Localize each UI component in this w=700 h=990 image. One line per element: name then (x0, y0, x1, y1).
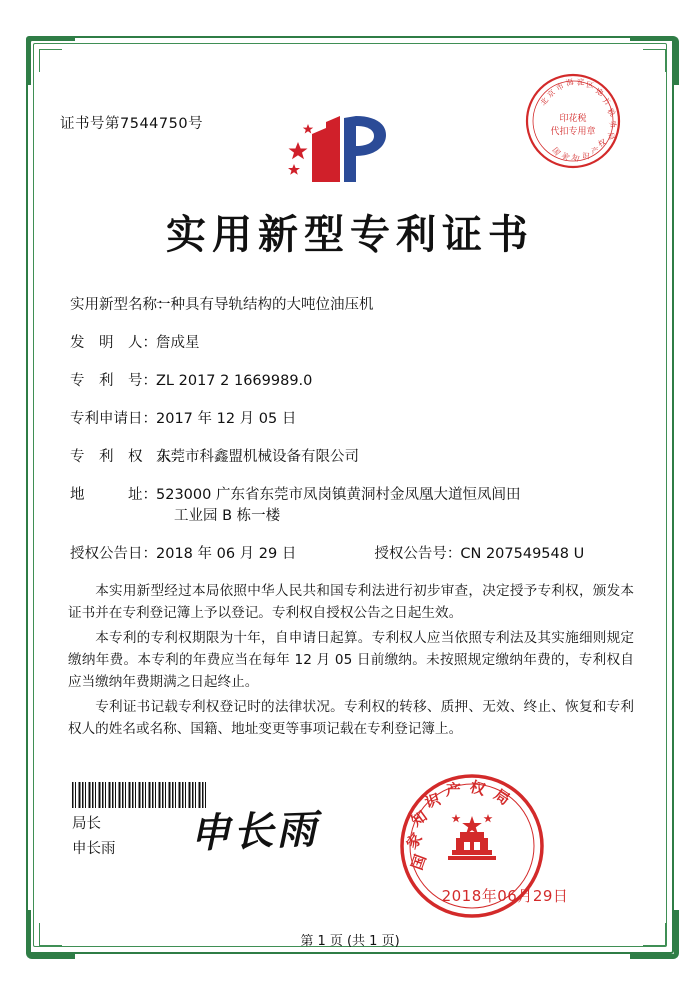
svg-text:地: 地 (594, 86, 605, 98)
signature-block (72, 812, 116, 863)
seal-date: 2018年06月29日 (441, 887, 569, 905)
svg-text:北: 北 (538, 95, 551, 108)
grant-number-value: CN 207549548 U (460, 546, 585, 563)
field-label: 发 明 人： (70, 335, 157, 352)
page-title: 实用新型专利证书 (166, 212, 534, 258)
svg-text:代扣专用章: 代扣专用章 (550, 127, 596, 137)
field-label: 地 址： (70, 487, 157, 504)
field-value: 523000 广东省东莞市凤岗镇黄洞村金凤凰大道恒凤闾田 (156, 487, 521, 504)
field-value: 詹成星 (156, 335, 200, 352)
field-value: 东莞市科鑫盟机械设备有限公司 (156, 449, 359, 466)
grant-date-label: 授权公告日： (70, 546, 157, 563)
svg-text:务: 务 (607, 118, 619, 130)
svg-text:局: 局 (490, 785, 514, 809)
field-value: 2017 年 12 月 05 日 (156, 411, 297, 428)
certificate-number: 证书号第7544750号 (60, 116, 204, 132)
svg-text:国: 国 (550, 145, 563, 158)
svg-text:方: 方 (600, 95, 613, 108)
legal-text-block (68, 580, 634, 743)
field-label: 专 利 权 人： (70, 449, 186, 466)
svg-text:家: 家 (559, 150, 572, 163)
svg-text:印花税: 印花税 (559, 114, 587, 124)
svg-text:权: 权 (467, 777, 488, 799)
field-row-address (70, 485, 630, 527)
field-row-grant-announcement (70, 544, 630, 565)
field-row-patentee (70, 447, 630, 468)
field-value: ZL 2017 2 1669989.0 (156, 373, 313, 390)
field-label: 专利申请日： (70, 411, 157, 428)
field-value-line2: 工业园 B 栋一楼 (174, 508, 281, 525)
svg-text:识: 识 (422, 790, 443, 812)
field-label: 实用新型名称： (70, 297, 172, 313)
barcode (72, 782, 208, 808)
field-row-utility-model-name (70, 295, 630, 316)
field-label: 专 利 号： (70, 373, 157, 390)
page-footer: 第 1 页 (共 1 页) (300, 934, 400, 949)
handwritten-signature: 申长雨 (189, 805, 320, 858)
field-row-patent-number (70, 371, 630, 392)
field-row-application-date (70, 409, 630, 430)
paragraph-1: 本实用新型经过本局依照中华人民共和国专利法进行初步审查，决定授予专利权，颁发本证书并在专利登记簿上予以登记。专利权自授权公告之日起生效。 (68, 583, 634, 622)
svg-text:淀: 淀 (576, 77, 585, 87)
grant-number-label: 授权公告号： (374, 546, 462, 563)
svg-text:知: 知 (407, 806, 431, 831)
sipo-logo-icon (282, 112, 390, 194)
svg-text:海: 海 (564, 77, 575, 88)
svg-text:税: 税 (605, 106, 618, 119)
paragraph-2: 本专利的专利权期限为十年，自申请日起算。专利权人应当依照专利法及其实施细则规定缴纳年费。本专利的年费应当在每年 12 月 05 日前缴纳。未按照规定缴纳年费的，专利权自应当缴纳年费期满之日起终止。 (68, 630, 634, 691)
paragraph-3: 专利证书记载专利权登记时的法律状况。专利权的转移、质押、无效、终止、恢复和专利权人的姓名或名称、国籍、地址变更等事项记载在专利登记簿上。 (68, 699, 634, 738)
svg-text:局: 局 (606, 131, 617, 141)
svg-text:权: 权 (596, 137, 608, 149)
field-list (70, 295, 630, 582)
svg-text:区: 区 (585, 80, 595, 91)
corner-ornament-top-left (26, 36, 75, 85)
svg-text:京: 京 (545, 87, 557, 100)
svg-text:知: 知 (570, 152, 581, 164)
director-name-label: 申长雨 (72, 841, 116, 858)
svg-text:产: 产 (590, 145, 600, 156)
svg-text:产: 产 (446, 781, 462, 799)
grant-date-value: 2018 年 06 月 29 日 (156, 546, 297, 563)
director-role-label: 局长 (72, 816, 101, 832)
corner-ornament-top-right (630, 36, 679, 85)
tax-stamp-seal (524, 72, 622, 170)
svg-text:识: 识 (581, 151, 591, 161)
svg-text:家: 家 (402, 829, 427, 853)
field-row-inventor (70, 333, 630, 354)
svg-text:市: 市 (554, 81, 566, 93)
field-value: 一种具有导轨结构的大吨位油压机 (156, 297, 374, 313)
svg-text:国: 国 (407, 852, 430, 873)
